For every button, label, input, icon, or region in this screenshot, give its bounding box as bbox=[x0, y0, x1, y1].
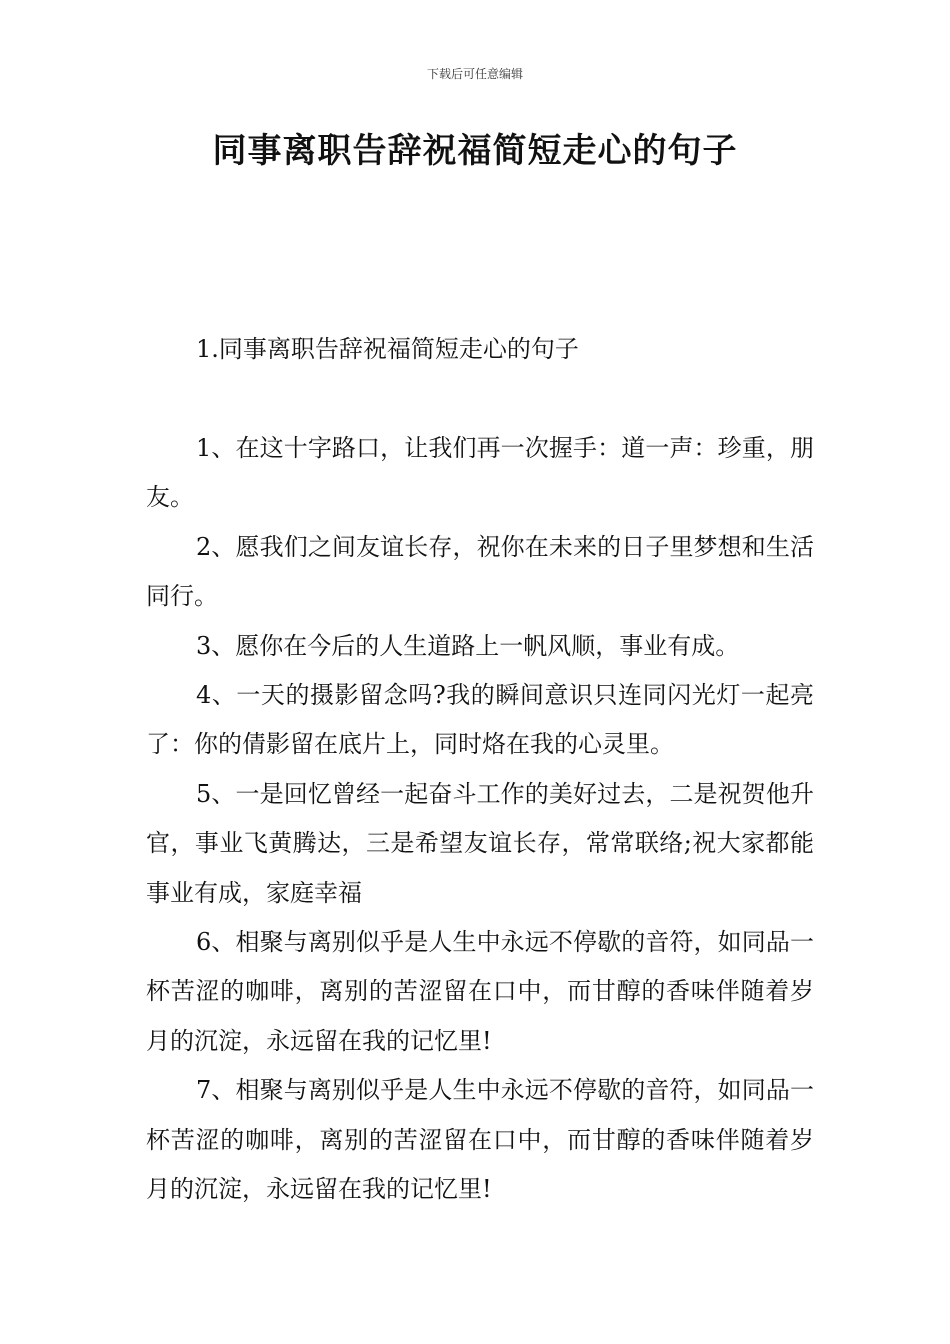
document-title: 同事离职告辞祝福简短走心的句子 bbox=[212, 131, 738, 171]
paragraph-5: 5、一是回忆曾经一起奋斗工作的美好过去，二是祝贺他升官，事业飞黄腾达，三是希望友谊长存，常常联络;祝大家都能事业有成，家庭幸福 bbox=[146, 779, 814, 907]
document-body bbox=[146, 424, 814, 1215]
header-note: 下载后可任意编辑 bbox=[426, 67, 523, 81]
paragraph-7: 7、相聚与离别似乎是人生中永远不停歇的音符，如同品一杯苦涩的咖啡，离别的苦涩留在口中，而甘醇的香味伴随着岁月的沉淀，永远留在我的记忆里! bbox=[146, 1076, 814, 1204]
paragraph-3: 3、愿你在今后的人生道路上一帆风顺，事业有成。 bbox=[196, 631, 740, 660]
paragraph-2: 2、愿我们之间友谊长存，祝你在未来的日子里梦想和生活同行。 bbox=[146, 532, 814, 611]
section-heading: 1.同事离职告辞祝福简短走心的句子 bbox=[196, 335, 579, 363]
paragraph-1: 1、在这十字路口，让我们再一次握手：道一声：珍重，朋友。 bbox=[146, 434, 814, 512]
paragraph-4: 4、一天的摄影留念吗?我的瞬间意识只连同闪光灯一起亮了：你的倩影留在底片上，同时烙在我的心灵里。 bbox=[146, 681, 814, 759]
paragraph-6: 6、相聚与离别似乎是人生中永远不停歇的音符，如同品一杯苦涩的咖啡，离别的苦涩留在口中，而甘醇的香味伴随着岁月的沉淀，永远留在我的记忆里! bbox=[146, 928, 814, 1055]
